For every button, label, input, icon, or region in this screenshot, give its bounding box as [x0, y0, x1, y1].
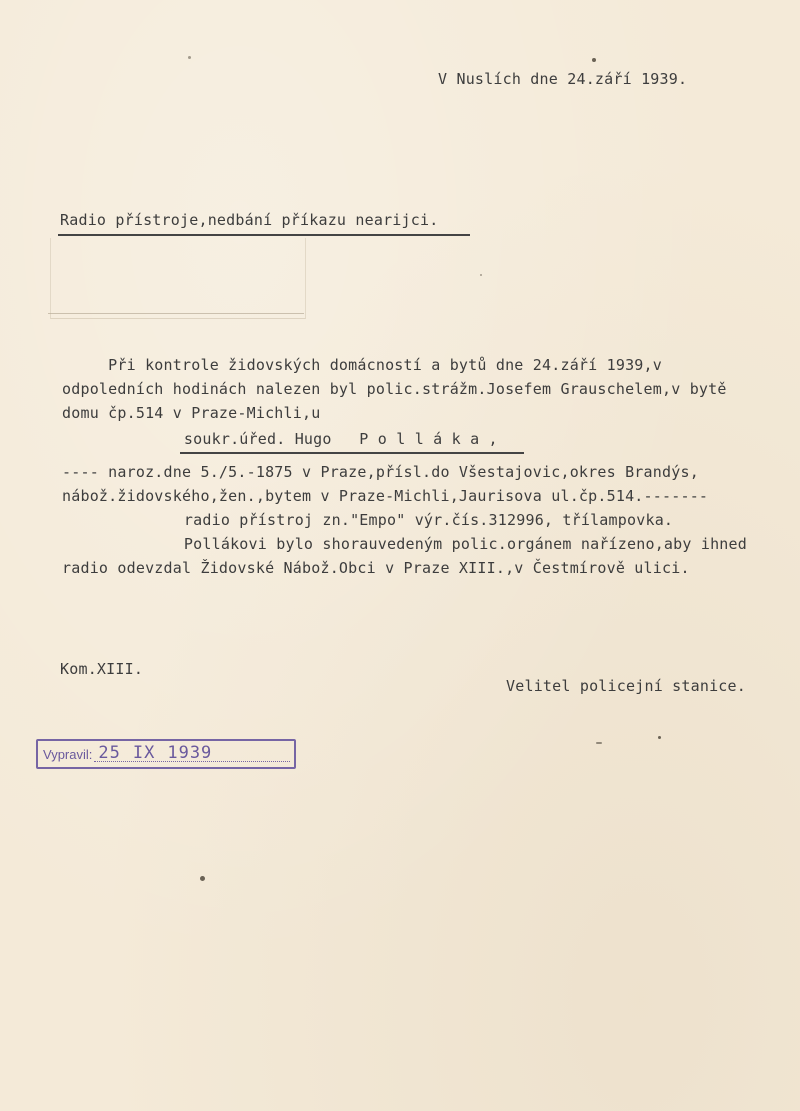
stamp-month: IX	[132, 743, 156, 763]
signature-title: Velitel policejní stanice.	[506, 677, 746, 695]
body-line-3: domu čp.514 v Praze-Michli,u	[62, 404, 321, 422]
paper-speck	[200, 876, 205, 881]
body-line-5: ---- naroz.dne 5./5.-1875 v Praze,přísl.do Všestajovic,okres Brandýs,	[62, 463, 699, 481]
place-date: V Nuslích dne 24.září 1939.	[438, 70, 688, 88]
name-underline	[180, 452, 524, 454]
body-line-1: Při kontrole židovských domácností a bytů dne 24.září 1939,v	[62, 356, 662, 374]
faded-rule	[48, 313, 304, 314]
subject-line: Radio přístroje,nedbání příkazu nearijci.	[60, 211, 439, 229]
body-line-6: nábož.židovského,žen.,bytem v Praze-Michli,Jaurisova ul.čp.514.-------	[62, 487, 709, 505]
office-label: Kom.XIII.	[60, 660, 144, 678]
stamp-year: 1939	[167, 743, 213, 763]
stamp-label: Vypravil:	[43, 747, 93, 762]
faded-stamp-box	[50, 238, 306, 319]
body-line-4: soukr.úřed. Hugo P o l l á k a ,	[27, 430, 498, 448]
body-line-2: odpoledních hodinách nalezen byl polic.strážm.Josefem Grauschelem,v bytě	[62, 380, 727, 398]
stamp-day: 25	[98, 743, 121, 763]
paper-speck	[480, 274, 482, 276]
dispatch-stamp	[36, 739, 296, 769]
body-line-9: radio odevzdal Židovské Nábož.Obci v Praze XIII.,v Čestmírově ulici.	[62, 559, 690, 577]
paper-speck	[596, 742, 602, 744]
body-line-7: radio přístroj zn."Empo" výr.čís.312996, třílampovka.	[27, 511, 674, 529]
subject-underline	[58, 234, 470, 236]
paper-speck	[592, 58, 596, 62]
stamp-date	[94, 745, 290, 762]
paper-speck	[658, 736, 661, 739]
body-line-8: Pollákovi bylo shorauvedeným polic.orgánem nařízeno,aby ihned	[27, 535, 747, 553]
paper-speck	[188, 56, 191, 59]
